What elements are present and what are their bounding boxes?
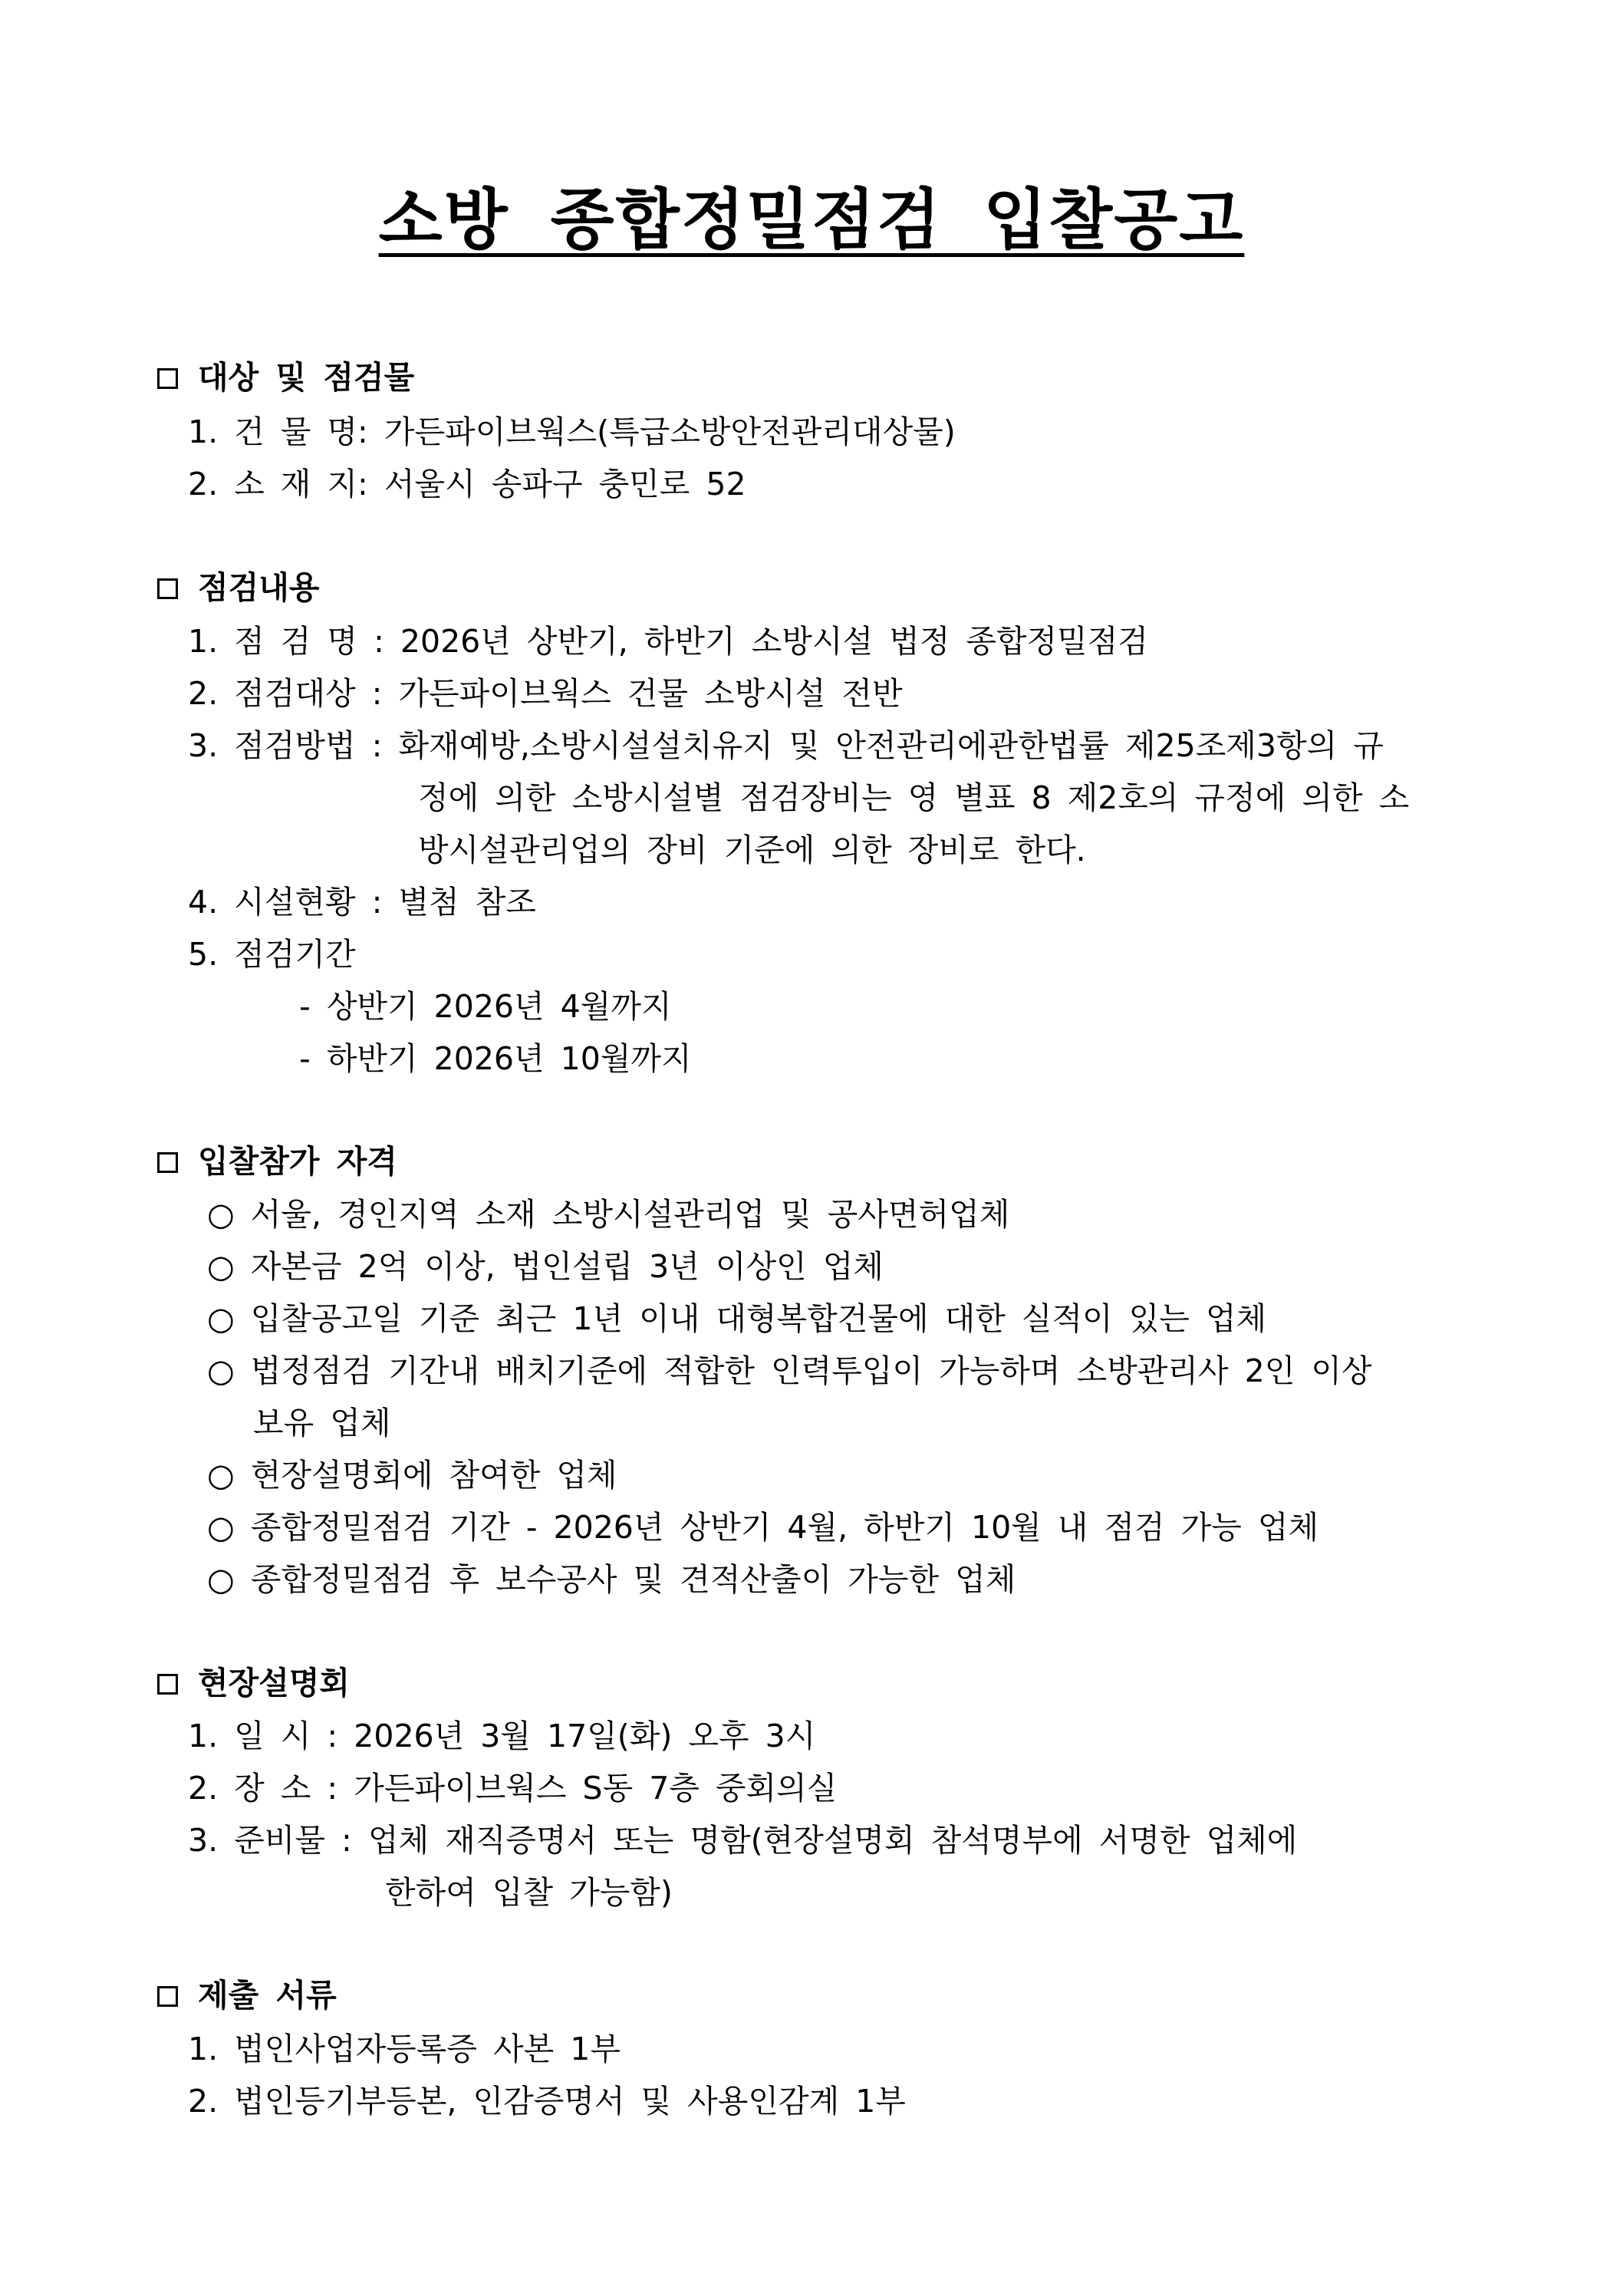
content-item-period: 5. 점검기간 (188, 936, 356, 973)
section-heading-qualification (157, 1140, 397, 1183)
content-item-method-line1: 3. 점검방법 : 화재예방,소방시설설치유지 및 안전관리에관한법률 제25조제3항의 규 (188, 727, 1384, 764)
qualification-bullet: ○ 자본금 2억 이상, 법인설립 3년 이상인 업체 (207, 1248, 884, 1285)
checkbox-square-icon (157, 578, 178, 599)
qualification-bullet: ○ 입찰공고일 기준 최근 1년 이내 대형복합건물에 대한 실적이 있는 업체 (207, 1300, 1267, 1337)
section-heading-text: 대상 및 점검물 (198, 359, 415, 396)
qualification-bullet: ○ 법정점검 기간내 배치기준에 적합한 인력투입이 가능하며 소방관리사 2인 이상 (207, 1352, 1372, 1389)
section-heading-text: 점검내용 (198, 569, 320, 606)
checkbox-square-icon (157, 1986, 178, 2007)
section-heading-text: 현장설명회 (198, 1665, 351, 1701)
section-heading-content (157, 566, 319, 609)
documents-item-registration: 1. 법인사업자등록증 사본 1부 (188, 2031, 621, 2067)
target-item-location: 2. 소 재 지: 서울시 송파구 충민로 52 (188, 466, 746, 502)
content-item-target: 2. 점검대상 : 가든파이브웍스 건물 소방시설 전반 (188, 675, 903, 712)
section-heading-text: 입찰참가 자격 (198, 1143, 397, 1180)
qualification-bullet: ○ 종합정밀점검 후 보수공사 및 견적산출이 가능한 업체 (207, 1561, 1016, 1598)
section-heading-briefing (157, 1662, 350, 1705)
qualification-bullet: ○ 종합정밀점검 기간 - 2026년 상반기 4월, 하반기 10월 내 점검 가능 업체 (207, 1509, 1319, 1546)
section-heading-text: 제출 서류 (198, 1977, 337, 2014)
briefing-item-datetime: 1. 일 시 : 2026년 3월 17일(화) 오후 3시 (188, 1718, 816, 1754)
briefing-item-materials-line1: 3. 준비물 : 업체 재직증명서 또는 명함(현장설명회 참석명부에 서명한 업체에 (188, 1822, 1298, 1859)
content-item-method-line2: 정에 의한 소방시설별 점검장비는 영 별표 8 제2호의 규정에 의한 소 (418, 779, 1410, 816)
qualification-bullet: ○ 서울, 경인지역 소재 소방시설관리업 및 공사면허업체 (207, 1196, 1010, 1233)
checkbox-square-icon (157, 1152, 178, 1173)
section-heading-target (157, 356, 414, 399)
page-title (0, 178, 1623, 262)
content-period-second-half: - 하반기 2026년 10월까지 (299, 1040, 692, 1077)
content-item-name: 1. 점 검 명 : 2026년 상반기, 하반기 소방시설 법정 종합정밀점검 (188, 623, 1148, 660)
qualification-bullet-continued: 보유 업체 (253, 1405, 391, 1441)
content-period-first-half: - 상반기 2026년 4월까지 (299, 988, 672, 1025)
checkbox-square-icon (157, 1674, 178, 1695)
checkbox-square-icon (157, 368, 178, 389)
content-item-method-line3: 방시설관리업의 장비 기준에 의한 장비로 한다. (418, 832, 1086, 868)
documents-item-corporate: 2. 법인등기부등본, 인감증명서 및 사용인감계 1부 (188, 2083, 906, 2120)
content-item-status: 4. 시설현황 : 별첨 참조 (188, 884, 536, 921)
page-title-text: 소방 종합정밀점검 입찰공고 (378, 182, 1245, 259)
qualification-bullet: ○ 현장설명회에 참여한 업체 (207, 1457, 617, 1494)
briefing-item-materials-line2: 한하여 입찰 가능함) (385, 1874, 673, 1911)
section-heading-documents (157, 1974, 337, 2017)
target-item-building: 1. 건 물 명: 가든파이브웍스(특급소방안전관리대상물) (188, 413, 956, 450)
briefing-item-place: 2. 장 소 : 가든파이브웍스 S동 7층 중회의실 (188, 1770, 838, 1807)
